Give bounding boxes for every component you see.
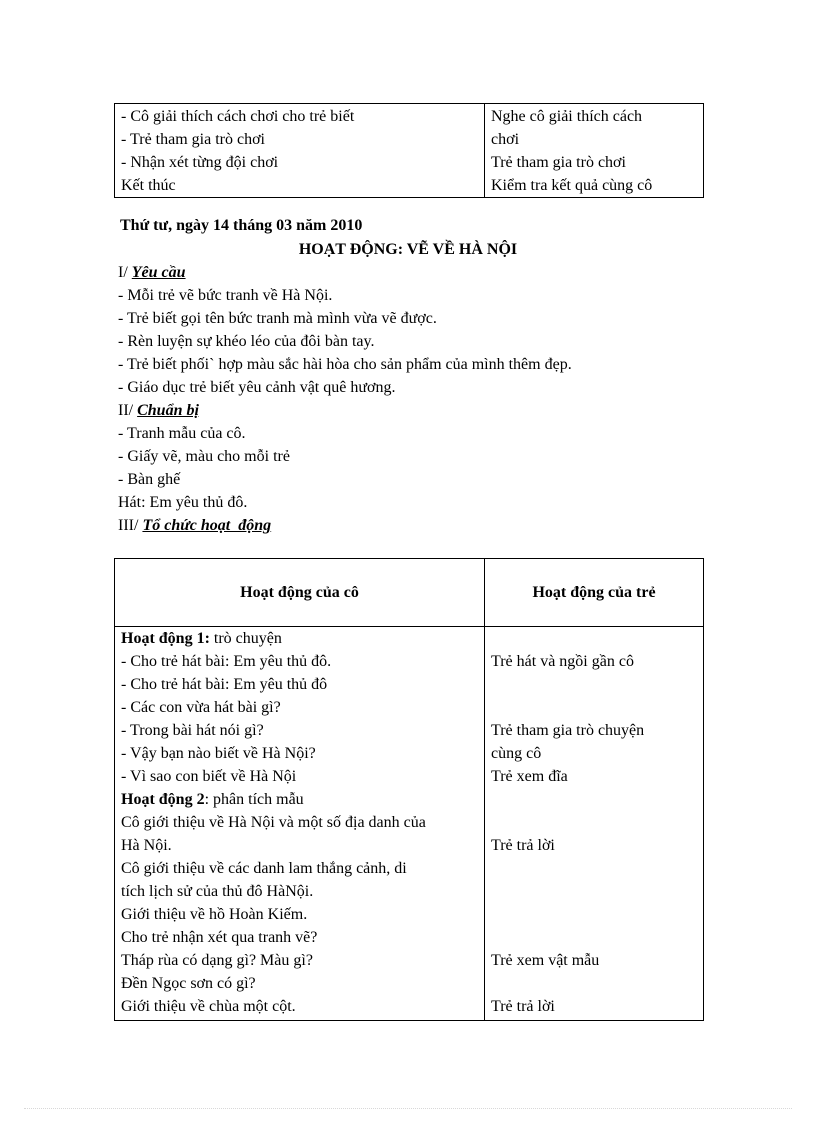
children-line <box>485 857 703 880</box>
children-line <box>485 972 703 995</box>
teacher-line-text: Cho trẻ nhận xét qua tranh vẽ? <box>121 929 318 946</box>
teacher-line-text: - Cho trẻ hát bài: Em yêu thủ đô. <box>121 653 332 670</box>
teacher-activity-cell <box>115 627 485 1021</box>
teacher-line-text: Giới thiệu về hồ Hoàn Kiếm. <box>121 906 308 923</box>
top-table-right-line: Nghe cô giải thích cách <box>491 108 643 125</box>
main-activity-table <box>114 558 704 1021</box>
section1-title: Yêu cầu <box>131 264 186 281</box>
teacher-line <box>115 995 484 1018</box>
teacher-line <box>115 673 484 696</box>
children-line <box>485 673 703 696</box>
teacher-line-text: Cô giới thiệu về các danh lam thắng cảnh, di <box>121 860 407 877</box>
children-line <box>485 926 703 949</box>
top-table-left-line: - Nhận xét từng đội chơi <box>121 154 279 171</box>
section1-item: - Giáo dục trẻ biết yêu cảnh vật quê hương. <box>118 379 396 396</box>
section2-item: Hát: Em yêu thủ đô. <box>118 494 248 511</box>
section1-item: - Trẻ biết gọi tên bức tranh mà mình vừa vẽ được. <box>118 310 437 327</box>
children-line <box>485 788 703 811</box>
teacher-line-text: Đền Ngọc sơn có gì? <box>121 975 256 992</box>
teacher-line-text: Giới thiệu về chùa một cột. <box>121 998 296 1015</box>
children-line <box>485 627 703 650</box>
section3-heading <box>118 516 271 536</box>
section3-title: Tổ chức hoạt động <box>142 517 272 534</box>
teacher-line <box>115 949 484 972</box>
top-table-right-cell <box>485 104 704 198</box>
header-children-activity: Hoạt động của trẻ <box>485 559 704 627</box>
children-line: Trẻ trả lời <box>491 998 555 1015</box>
top-table-right-line: Trẻ tham gia trò chơi <box>491 154 626 171</box>
teacher-line <box>115 742 484 765</box>
teacher-line-bold: Hoạt động 1: <box>121 630 210 647</box>
top-table-left-line: - Trẻ tham gia trò chơi <box>121 131 265 148</box>
children-line: Trẻ hát và ngồi gần cô <box>491 653 634 670</box>
top-table-right-line: Kiểm tra kết quả cùng cô <box>491 177 653 194</box>
children-line: Trẻ xem vật mẫu <box>491 952 600 969</box>
teacher-line-text: : phân tích mẫu <box>204 791 304 808</box>
header-teacher-activity: Hoạt động của cô <box>115 559 485 627</box>
teacher-line-text: - Trong bài hát nói gì? <box>121 722 264 739</box>
teacher-line <box>115 857 484 880</box>
teacher-line <box>115 811 484 834</box>
teacher-line-text: trò chuyện <box>209 630 282 647</box>
top-table-left-cell <box>115 104 485 198</box>
teacher-line-text: - Các con vừa hát bài gì? <box>121 699 281 716</box>
teacher-line <box>115 903 484 926</box>
top-table-left-line: Kết thúc <box>121 177 176 194</box>
teacher-line <box>115 926 484 949</box>
children-activity-cell <box>485 627 704 1021</box>
teacher-line <box>115 788 484 811</box>
section1-prefix: I/ <box>118 264 132 281</box>
teacher-line <box>115 765 484 788</box>
teacher-line-text: Hà Nội. <box>121 837 172 854</box>
teacher-line-text: tích lịch sử của thủ đô HàNội. <box>121 883 314 900</box>
activity-title: HOẠT ĐỘNG: VẼ VỀ HÀ NỘI <box>298 241 518 258</box>
children-line <box>485 696 703 719</box>
teacher-line <box>115 972 484 995</box>
teacher-line-text: - Vậy bạn nào biết về Hà Nội? <box>121 745 316 762</box>
children-line: cùng cô <box>491 745 542 762</box>
teacher-line-text: Tháp rùa có dạng gì? Màu gì? <box>121 952 313 969</box>
teacher-line-text: - Vì sao con biết về Hà Nội <box>121 768 297 785</box>
teacher-line <box>115 627 484 650</box>
children-line <box>485 903 703 926</box>
section1-item: - Trẻ biết phối` hợp màu sắc hài hòa cho sản phẩm của mình thêm đẹp. <box>118 356 572 373</box>
top-activity-table <box>114 103 704 198</box>
section2-title: Chuẩn bị <box>137 402 199 419</box>
section1-item: - Rèn luyện sự khéo léo của đôi bàn tay. <box>118 333 375 350</box>
children-line: Trẻ tham gia trò chuyện <box>491 722 645 739</box>
teacher-line <box>115 650 484 673</box>
section1-heading <box>118 263 186 283</box>
children-line: Trẻ xem đĩa <box>491 768 568 785</box>
teacher-line <box>115 719 484 742</box>
children-line <box>485 811 703 834</box>
section2-item: - Tranh mẫu của cô. <box>118 425 246 442</box>
teacher-line <box>115 696 484 719</box>
section2-heading <box>118 401 199 421</box>
teacher-line-text: - Cho trẻ hát bài: Em yêu thủ đô <box>121 676 328 693</box>
teacher-line <box>115 834 484 857</box>
top-table-left-line: - Cô giải thích cách chơi cho trẻ biết <box>121 108 355 125</box>
teacher-line-text: Cô giới thiệu về Hà Nội và một số địa danh của <box>121 814 426 831</box>
top-table-right-line: chơi <box>491 131 520 148</box>
teacher-line <box>115 880 484 903</box>
children-line <box>485 880 703 903</box>
page-bottom-rule <box>24 1108 792 1109</box>
section2-item: - Giấy vẽ, màu cho mỗi trẻ <box>118 448 290 465</box>
section1-item: - Mỗi trẻ vẽ bức tranh về Hà Nội. <box>118 287 333 304</box>
section2-prefix: II/ <box>118 402 138 419</box>
date-line: Thứ tư, ngày 14 tháng 03 năm 2010 <box>120 217 363 234</box>
teacher-line-bold: Hoạt động 2 <box>121 791 205 808</box>
section3-prefix: III/ <box>118 517 143 534</box>
children-line: Trẻ trả lời <box>491 837 555 854</box>
section2-item: - Bàn ghế <box>118 471 181 488</box>
